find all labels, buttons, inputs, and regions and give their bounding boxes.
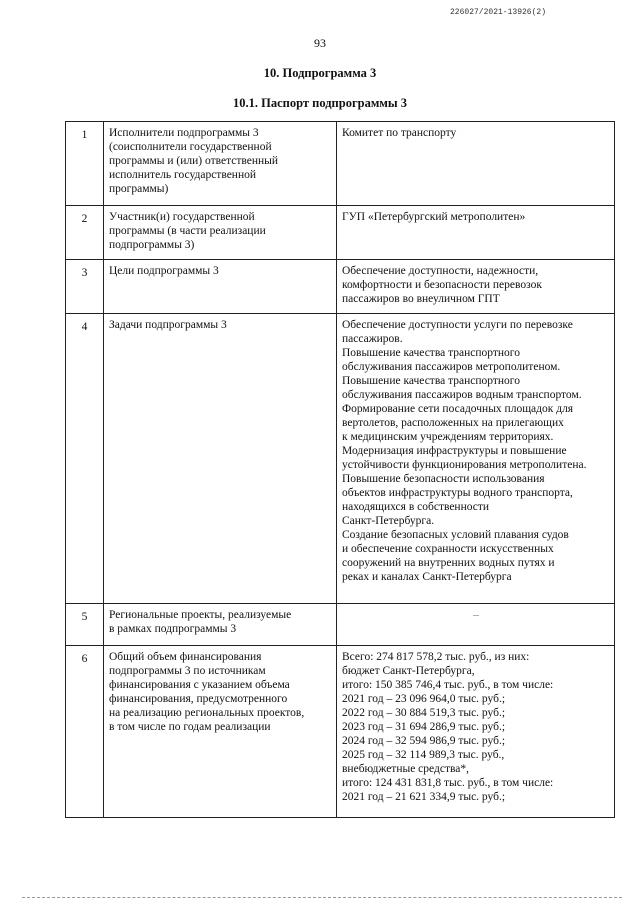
label-line: на реализацию региональных проектов, bbox=[109, 707, 305, 719]
value-line: итого: 124 431 831,8 тыс. руб., в том числе: bbox=[342, 777, 554, 789]
row-number: 4 bbox=[66, 314, 104, 604]
section-title: 10. Подпрограмма 3 bbox=[263, 66, 377, 80]
label-line: (соисполнители государственной bbox=[109, 141, 272, 153]
value-line: итого: 150 385 746,4 тыс. руб., в том числе: bbox=[342, 679, 554, 691]
label-line: Участник(и) государственной bbox=[109, 211, 255, 223]
label-line: программы и (или) ответственный bbox=[109, 155, 279, 167]
value-line: 2021 год – 23 096 964,0 тыс. руб.; bbox=[342, 693, 506, 705]
value-line: Формирование сети посадочных площадок для bbox=[342, 403, 574, 415]
table-row bbox=[66, 122, 615, 206]
label-line: финансирования, предусмотренного bbox=[109, 693, 288, 705]
row-label bbox=[104, 604, 337, 646]
table-row bbox=[66, 206, 615, 260]
row-label bbox=[104, 260, 337, 314]
label-line: подпрограммы 3 по источникам bbox=[109, 665, 266, 677]
label-line: программы (в части реализации bbox=[109, 225, 266, 237]
table-row bbox=[66, 314, 615, 604]
value-line: Всего: 274 817 578,2 тыс. руб., из них: bbox=[342, 651, 530, 663]
value-line: к медицинским учреждениям территориях. bbox=[342, 431, 554, 443]
label-line: Общий объем финансирования bbox=[109, 651, 262, 663]
value-line: сооружений на внутренних водных путях и bbox=[342, 557, 555, 569]
document-number: 226027/2021-13926(2) bbox=[449, 8, 546, 17]
value-line: Обеспечение доступности, надежности, bbox=[342, 265, 539, 277]
row-value bbox=[337, 206, 615, 260]
table-row bbox=[66, 646, 615, 818]
value-line: 2021 год – 21 621 334,9 тыс. руб.; bbox=[342, 791, 506, 803]
label-line: Исполнители подпрограммы 3 bbox=[109, 127, 259, 139]
row-value bbox=[337, 260, 615, 314]
row-label bbox=[104, 646, 337, 818]
row-number: 2 bbox=[66, 206, 104, 260]
value-line: комфортности и безопасности перевозок bbox=[342, 279, 542, 291]
value-line: Повышение безопасности использования bbox=[342, 473, 545, 485]
row-value bbox=[337, 604, 615, 646]
value-line: обслуживания пассажиров метрополитеном. bbox=[342, 361, 561, 373]
row-number: 1 bbox=[66, 122, 104, 206]
label-line: Региональные проекты, реализуемые bbox=[109, 609, 292, 621]
value-line: 2025 год – 32 114 989,3 тыс. руб., bbox=[342, 749, 505, 761]
label-line: подпрограммы 3) bbox=[109, 239, 195, 251]
value-line: Повышение качества транспортного bbox=[342, 375, 520, 387]
value-line: и обеспечение сохранности искусственных bbox=[342, 543, 554, 555]
value-line: 2022 год – 30 884 519,3 тыс. руб.; bbox=[342, 707, 506, 719]
row-label bbox=[104, 314, 337, 604]
value-line: пассажиров во внеуличном ГПТ bbox=[342, 293, 500, 305]
value-line: находящихся в собственности bbox=[342, 501, 490, 513]
row-number: 6 bbox=[66, 646, 104, 818]
label-line: Цели подпрограммы 3 bbox=[109, 265, 219, 277]
value-line: вертолетов, расположенных на прилегающих bbox=[342, 417, 564, 429]
row-number: 3 bbox=[66, 260, 104, 314]
value-line: Создание безопасных условий плавания судов bbox=[342, 529, 569, 541]
section-subtitle: 10.1. Паспорт подпрограммы 3 bbox=[232, 96, 407, 110]
value-line: ГУП «Петербургский метрополитен» bbox=[342, 211, 526, 223]
label-line: Задачи подпрограммы 3 bbox=[109, 319, 227, 331]
label-line: программы) bbox=[109, 183, 169, 195]
page-bottom-divider bbox=[22, 897, 622, 898]
row-label bbox=[104, 206, 337, 260]
row-value bbox=[337, 122, 615, 206]
label-line: исполнитель государственной bbox=[109, 169, 257, 181]
row-label bbox=[104, 122, 337, 206]
value-line: объектов инфраструктуры водного транспорта, bbox=[342, 487, 573, 499]
row-value bbox=[337, 646, 615, 818]
label-line: в рамках подпрограммы 3 bbox=[109, 623, 237, 635]
value-line: – bbox=[473, 609, 479, 621]
value-line: Модернизация инфраструктуры и повышение bbox=[342, 445, 567, 457]
value-line: реках и каналах Санкт-Петербурга bbox=[342, 571, 512, 583]
value-line: устойчивости функционирования метрополитена. bbox=[342, 459, 587, 471]
value-line: Комитет по транспорту bbox=[342, 127, 457, 139]
label-line: финансирования с указанием объема bbox=[109, 679, 290, 691]
value-line: внебюджетные средства*, bbox=[342, 763, 469, 775]
value-line: Обеспечение доступности услуги по перевозке bbox=[342, 319, 573, 331]
row-value bbox=[337, 314, 615, 604]
table-row bbox=[66, 604, 615, 646]
row-number: 5 bbox=[66, 604, 104, 646]
passport-table bbox=[65, 121, 615, 818]
value-line: Санкт-Петербурга. bbox=[342, 515, 435, 527]
value-line: 2023 год – 31 694 286,9 тыс. руб.; bbox=[342, 721, 506, 733]
value-line: обслуживания пассажиров водным транспортом. bbox=[342, 389, 582, 401]
value-line: пассажиров. bbox=[342, 333, 403, 345]
table-row bbox=[66, 260, 615, 314]
value-line: 2024 год – 32 594 986,9 тыс. руб.; bbox=[342, 735, 506, 747]
label-line: в том числе по годам реализации bbox=[109, 721, 271, 733]
value-line: Повышение качества транспортного bbox=[342, 347, 520, 359]
page-number: 93 bbox=[314, 36, 326, 50]
value-line: бюджет Санкт-Петербурга, bbox=[342, 665, 475, 677]
